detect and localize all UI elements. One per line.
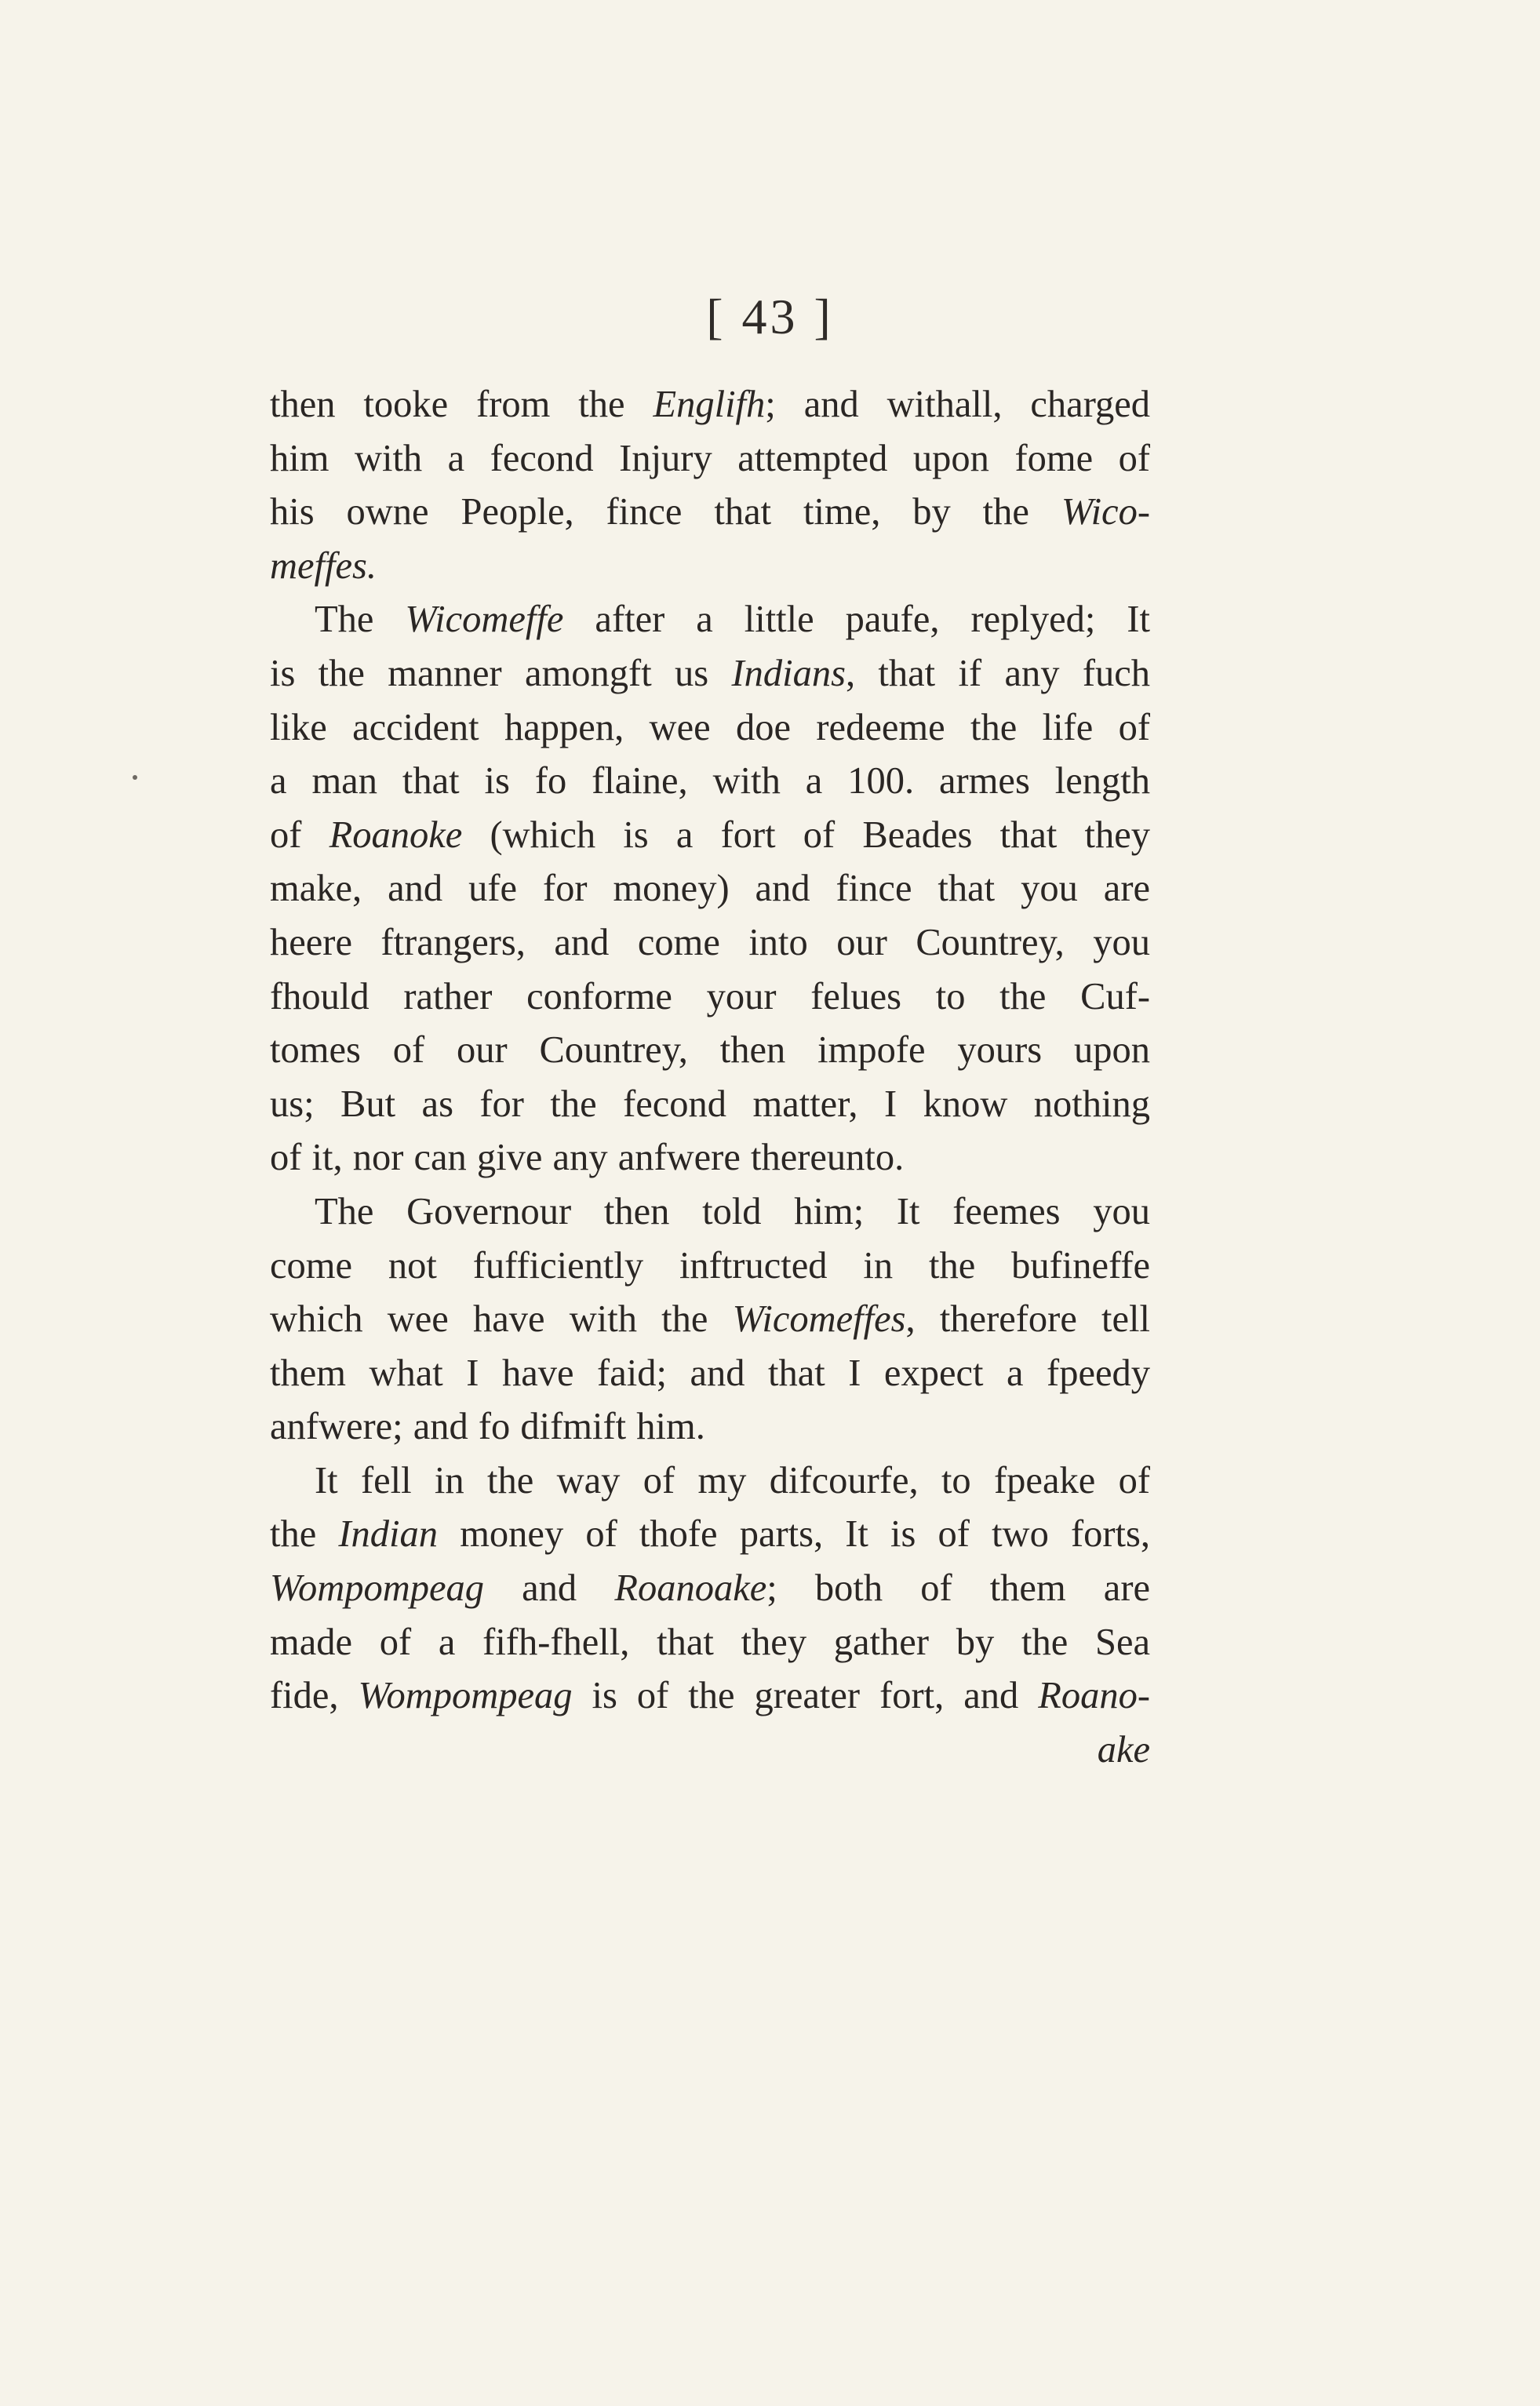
italic-text: Englifh xyxy=(653,384,766,425)
page-number: [ 43 ] xyxy=(706,289,834,344)
text-line xyxy=(270,916,1150,970)
text-line xyxy=(270,432,1150,486)
text-line xyxy=(270,647,1150,701)
text-run: a man that is fo flaine, with a 100. armes length xyxy=(270,760,1150,803)
paragraph xyxy=(270,1454,1150,1724)
italic-text: Wicomeffe xyxy=(405,599,564,641)
text-line xyxy=(270,1293,1150,1347)
text-run: money of thofe parts, It is of two forts, xyxy=(438,1513,1150,1556)
text-line xyxy=(270,486,1150,540)
body-text xyxy=(270,378,1150,1777)
italic-text: Indian xyxy=(338,1513,439,1556)
text-line xyxy=(270,1185,1150,1239)
text-line xyxy=(270,1562,1150,1616)
text-line xyxy=(270,1454,1150,1509)
paragraph xyxy=(270,378,1150,593)
paragraph xyxy=(270,1185,1150,1454)
text-run: ; and withall, charged xyxy=(765,384,1151,425)
text-run: heere ftrangers, and come into our Countrey, you xyxy=(270,921,1150,963)
paragraph xyxy=(270,593,1150,1185)
italic-text: Indians xyxy=(731,652,846,694)
text-run: like accident happen, wee doe redeeme the life of xyxy=(270,706,1150,748)
text-run: (which is a fort of Beades that they xyxy=(462,814,1151,856)
text-line xyxy=(270,755,1150,809)
text-run: The Governour then told him; It feemes you xyxy=(315,1190,1150,1232)
text-line xyxy=(270,1239,1150,1294)
text-run: which wee have with the xyxy=(270,1298,733,1341)
text-run: The xyxy=(315,599,406,641)
text-run: and xyxy=(484,1567,615,1610)
text-run: , therefore tell xyxy=(905,1298,1150,1341)
text-line xyxy=(270,970,1150,1025)
text-run: fide, xyxy=(270,1675,359,1717)
text-run: us; But as for the fecond matter, I know nothing xyxy=(270,1083,1150,1125)
text-line xyxy=(270,378,1150,432)
text-line xyxy=(270,862,1150,916)
text-run: come not fufficiently inftructed in the bufineffe xyxy=(270,1244,1150,1287)
text-line xyxy=(270,540,1150,594)
text-line xyxy=(270,1131,1150,1185)
text-line xyxy=(270,593,1150,647)
text-line xyxy=(270,1508,1150,1562)
text-run: anfwere; and fo difmift him. xyxy=(270,1406,705,1448)
text-run: him with a fecond Injury attempted upon fome of xyxy=(270,437,1150,479)
italic-text: meffes. xyxy=(270,544,377,587)
text-run: is of the greater fort, and xyxy=(572,1675,1039,1717)
text-line xyxy=(270,701,1150,755)
italic-text: Wico- xyxy=(1061,491,1150,533)
text-line xyxy=(270,1347,1150,1401)
text-line xyxy=(270,1669,1150,1724)
text-line xyxy=(270,809,1150,863)
text-run: after a little paufe, replyed; It xyxy=(563,599,1150,641)
catchword-line xyxy=(270,1724,1150,1778)
italic-text: Roanoake xyxy=(614,1567,767,1610)
stray-ink-mark xyxy=(133,775,137,780)
text-run: , that if any fuch xyxy=(845,652,1150,694)
text-run: make, and ufe for money) and fince that you are xyxy=(270,868,1150,910)
italic-text: Wompompeag xyxy=(358,1675,573,1717)
text-run: made of a fifh-fhell, that they gather by the Sea xyxy=(270,1621,1150,1663)
italic-text: Wicomeffes xyxy=(732,1298,906,1341)
text-line xyxy=(270,1616,1150,1670)
italic-text: Roano- xyxy=(1038,1675,1150,1717)
text-line xyxy=(270,1024,1150,1078)
text-run: of it, nor can give any anfwere thereunto. xyxy=(270,1137,905,1179)
text-run: fhould rather conforme your felues to the Cuf- xyxy=(270,975,1150,1017)
italic-text: Roanoke xyxy=(329,814,463,856)
text-run: of xyxy=(270,814,329,856)
text-run: is the manner amongft us xyxy=(270,652,732,694)
text-run: It fell in the way of my difcourfe, to fpeake of xyxy=(315,1459,1150,1501)
text-run: the xyxy=(270,1513,339,1556)
text-run: them what I have faid; and that I expect a fpeedy xyxy=(270,1352,1150,1394)
text-run: then tooke from the xyxy=(270,384,653,425)
text-line xyxy=(270,1400,1150,1454)
italic-text: Wompompeag xyxy=(270,1567,485,1610)
catchword: ake xyxy=(1097,1728,1150,1771)
text-line xyxy=(270,1078,1150,1132)
text-run: tomes of our Countrey, then impofe yours upon xyxy=(270,1029,1150,1072)
text-run: ; both of them are xyxy=(766,1567,1151,1610)
text-run: his owne People, fince that time, by the xyxy=(270,491,1061,533)
